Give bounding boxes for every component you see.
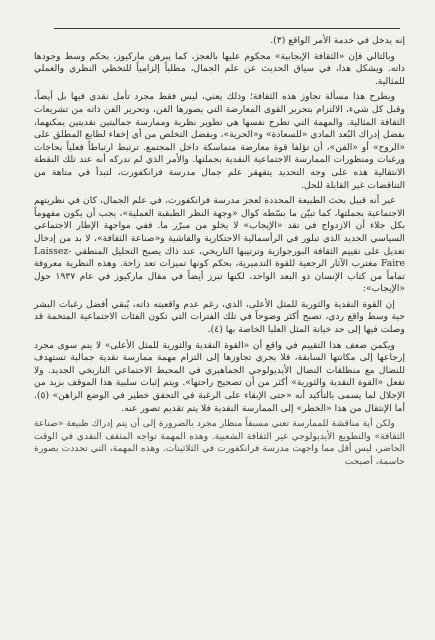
quote-paragraph: إن القوة النقدية والثورية للمثل الأعلى، الذي، رغم عدم واقعيته ذاته، يُبقي أفضل رغبات البشر حية وسط واقع ردي، تصبح أكثر وضوحاً في تلك الفترات التي تكون الفئات الاجتماعية المتخمة قد وصلت فيها إلى حد خيانة المثل العليا الخاصة بها (٤).	[34, 298, 405, 336]
paragraph: إنه يدخل في خدمة الأمر الواقع (٣).	[270, 35, 405, 46]
paragraph: ويكمن ضعف هذا التقييم في واقع أن «القوة النقدية والثورية للمثل الأعلى» لا يتم سوى مجرد إرجاعها إلى مكانتها السابقة، فلا يجري تجاوزها إلى التزام مهمة ممارسة نقدية جمالية تستهدف للنضال مع منطلقات النضال الأيديولوجي الجماهيري في المحيط الاجتماعي التاريخي الجديد. ولا تفعل «القوة النقدية والثورية» أكثر من أن تصحيح راحتها». ويتم إثبات سلبية هذا الموقف بزيد من الإجلال لما يسمى بالتأكيد أنه «حتى الإبقاء على الرغبة في التحقق خطير في الوضع الراهن» (٥). أما الإنتقال من هذا «الخطر» إلى الممارسة النقدية فلا يتم تقديم تصور عنه.	[34, 339, 405, 414]
paragraph: غير أنه قبيل بحث الطبيعة المحددة لعجز مدرسة فرانكفورت، في علم الجمال، كان في نظريتهم الاجتماعية بجملتها، كما تبيّن ما بسّطه كوال «وجهة النظر الطبقية العملية»، يجب أن يكون مفهوماً بكل جلاء أن الازدواج في نقد «الإيجاب» لا يخلو من مبرّر ما. ففي مواجهة الإطار الاجتماعي السياسي الجديد الذي تبلور في الرأسمالية الاحتكارية والفاشية و«صناعة الثقافة»، لا بد من إدخال تعديل على تقييم الثقافة البورجوازية وترتيبها التاريخي، عند ذاك يصبح التحليل المنطقي Laissez-Faire مغترب الآثار الرجعية للقوة التدميرية، بحكم كونها تميزات تعد زاحة. وهذه النظرية معروفة تماماً من كتاب الإنسان ذو البعد الواحد، لكنها تبرز أيضاً في مقال ماركيوز في عام ١٩٣٧ حول «الإيجاب»:	[34, 195, 405, 295]
body-text	[34, 35, 405, 469]
paragraph: ويطرح هذا مسألة تجاوز هذه الثقافة؛ وذلك يعني، ليس فقط مجرد تأمل نقدي فيها بل أيضاً، وقبل كل شيء، الالتزام بتحرير القوى المعارضة التي يصورها الفن، وتحرير الفن ذاته من تشريعات الثقافة المثالية. والمهمة التي تطرح نفسها هي تطوير نظرية وممارسة جماليتين نقديتين يمكنهما، بفضل إدراك البُعد المادي «للسعادة» و«الحرية»، وبفضل التخلص من أي إخفاء لطابع المطلق على «الروح» أو «الفن»، أن تؤلفا قوة معارضة متماسكة داخل المجتمع. ترتبط ارتباطاً فعلياً بحاجات ورغبات ومنظورات الممارسة الاجتماعية النقدية بجملتها. والأمر الذي لم ندركه أنه عند تلك النقطة الانتقالية هذه على وجه التحديد يتقهقر علم جمال مدرسة فرانكفورت، لتبدأ في متاهة من التناقضات غير القابلة للحل.	[34, 91, 405, 191]
paragraph: وبالتالي فإن «الثقافة الإيجابية» محكوم عليها بالعجز، كما يبرهن ماركيوز، بحكم وسط وجودها ذاته. ويشكل هذا، في سياق الحديث عن علم الجمال، مطلباً إلزامياً للتخطي النظري والعملي للمثالية.	[34, 50, 405, 87]
paragraph: ولكن أية مناقشة للممارسة تعني مسبقاً منظار مجرد بالضرورة إلى أن يتم إدراك طبيعة «صناعة الثقافة» والتطويع الأيديولوجي غير الثقافة الشعبية. وهذه المهمة تواجه المثقف النقدي في الوقت الحاضر، ليس أقل مما واجهت مدرسة فرانكفورت في الثلاثينات. وهذه المهمة، التي تحددت بصورة حاسمة، أصبحت	[34, 418, 405, 467]
top-rule	[54, 28, 400, 29]
